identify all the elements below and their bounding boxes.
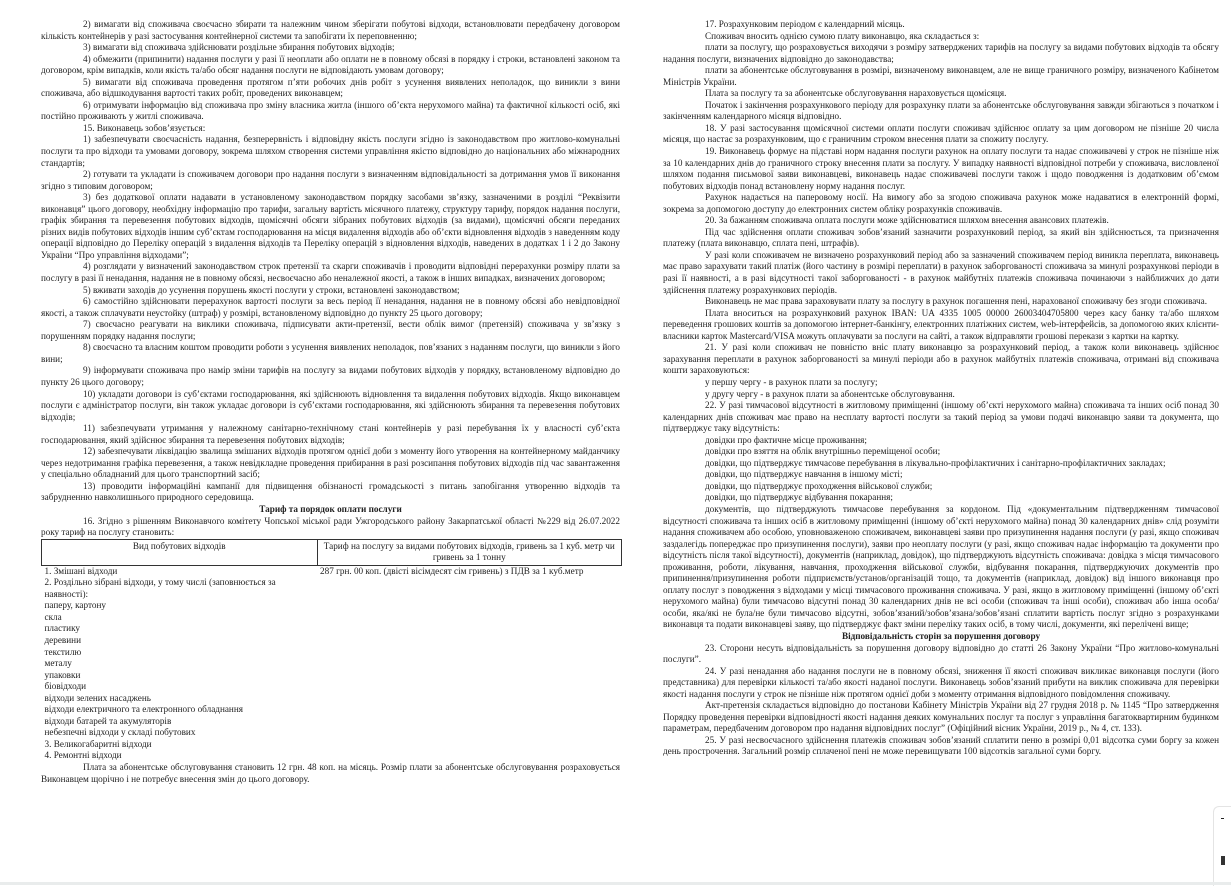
- list-item: у другу чергу - в рахунок плати за абонентське обслуговування.: [705, 388, 955, 399]
- paragraph: 2) готувати та укладати із споживачем договори про надання послуги з визначенням відповідальності за дотримання умов її виконання згідно з типовим договором;: [41, 169, 620, 191]
- waste-type-cell: 4. Ремонтні відходи: [44, 750, 122, 761]
- list-item: довідки, що підтверджує тимчасове перебування в лікувально-профілактичних і санітарно-профілактичних закладах;: [705, 457, 1166, 468]
- table-row: [42, 681, 622, 693]
- minus-icon: [1221, 818, 1224, 819]
- table-row: [42, 612, 622, 624]
- tariff-cell: 287 грн. 00 коп. (двісті вісімдесят сім гривень) з ПДВ за 1 куб.метр: [320, 565, 584, 576]
- waste-type-cell: паперу, картону: [44, 600, 106, 611]
- table-row: [42, 635, 622, 647]
- paragraph: 2) вимагати від споживача своєчасно збирати та належним чином зберігати побутові відходи, встановлювати передбачену договором кількість контейнерів у разі застосування контейнерної системи та запобігати їх переповненню;: [41, 19, 620, 41]
- paragraph: 25. У разі несвоєчасного здійснення платежів споживач зобов’язаний сплатити пеню в розмірі 0,01 відсотка суми боргу за кожен день прострочення. Загальний розмір сплаченої пені не може перевищувати 100 відсотків загальної суми боргу.: [663, 734, 1219, 757]
- side-panel-handle[interactable]: [1213, 806, 1231, 886]
- document-left-column: [41, 19, 620, 785]
- table-row: [42, 693, 622, 705]
- paragraph: 10) укладати договори із суб’єктами господарювання, які здійснюють відновлення та видалення побутових відходів. Якщо виконавцем послуги є адміністратор послуги, він також укладає договори із суб’єктами господарювання, які здійснюють збирання та перевезення побутових відходів;: [41, 388, 620, 422]
- table-row: [42, 727, 622, 739]
- paragraph: 3) без додаткової оплати надавати в установленому законодавством порядку засобами зв’язку, зазначеними в розділі “Реквізити виконавця” цього договору, необхідну інформацію про тарифи, загальну вартість місячного платежу, структуру тарифу, порядок надання послуги, графік збирання та перевезення побутових відходів, щомісячні обсяги зібраних побутових відходів (за видами), щомісячні обсяги переданих різних видів побутових відходів іншим суб’єктам господарювання на місця видалення відходів або об’єкти відновлення відходів з наведенням коду операції відповідно до Переліку операцій з видалення відходів та Переліку операцій з відновлення відходів, наведених в додатках 1 і 2 до Закону України “Про управління відходами”;: [41, 192, 620, 260]
- list-item: довідки, що підтверджує відбування покарання;: [705, 492, 893, 503]
- table-row: [42, 623, 622, 635]
- tariff-table-header: [42, 539, 622, 565]
- list-item: довідки про фактичне місце проживання;: [705, 434, 867, 445]
- waste-type-cell: скла: [44, 611, 62, 622]
- tariff-cell: [317, 739, 622, 751]
- paragraph: 21. У разі коли споживач не повністю вніс плату виконавцю за розрахунковий період, а також коли виконавець здійснює зарахування переплати в рахунок заборгованості за минулі періоди або в рахунок майбутніх платежів споживача, отримані від споживача кошти зараховуються:: [663, 342, 1219, 376]
- paragraph: 18. У разі застосування щомісячної системи оплати послуги споживач здійснює оплату за цим договором не пізніше 20 числа місяця, що настає за розрахунковим, що є граничним строком внесення плати за спожиту послугу.: [663, 122, 1219, 145]
- paragraph: 4) розглядати у визначений законодавством строк претензії та скарги споживачів і проводити відповідні перерахунки розміру плати за послугу в разі її ненадання, надання не в повному обсязі, несвоєчасно або неналежної якості, а також в інших випадках, визначених договором;: [41, 261, 620, 284]
- list-item: довідки про взяття на облік внутрішньо переміщеної особи;: [705, 446, 941, 457]
- paragraph: 8) своєчасно та власним коштом проводити роботи з усунення виявлених неполадок, пов’язаних з наданням послуги, що виникли з його вини;: [41, 342, 620, 364]
- tariff-cell: [317, 658, 622, 670]
- paragraph: 4) обмежити (припинити) надання послуги у разі її неоплати або оплати не в повному обсязі в порядку і строки, встановлені законом та договором, крім випадків, коли якість та/або обсяг надання послуги не відповідають умовам договору;: [41, 53, 620, 76]
- tariff-cell: [317, 612, 622, 624]
- tariff-cell: [317, 704, 622, 716]
- tariff-cell: [317, 623, 622, 635]
- paragraph: Рахунок надається на паперовому носії. На вимогу або за згодою споживача рахунок може надаватися в електронній формі, зокрема за допомогою доступу до електронних систем обліку розрахунків споживачів.: [663, 192, 1219, 214]
- paragraph: 12) забезпечувати ліквідацію звалища змішаних відходів протягом однієї доби з моменту його утворення на контейнерному майданчику через недотримання графіка перевезення, а також невідкладне проведення прибирання в разі розсипання побутових відходів під час завантаження у спеціально обладнаний для цього транспортний засіб;: [41, 446, 620, 480]
- waste-type-cell: біовідходи: [44, 681, 87, 692]
- paragraph: 22. У разі тимчасової відсутності в житловому приміщенні (іншому об’єкті нерухомого майна) споживача та інших осіб понад 30 календарних днів споживач має право на несплату вартості послуги за такий період за умови подачі виконавцю заяви та документа, що підтверджує таку відсутність:: [663, 400, 1219, 434]
- table-row: [42, 565, 622, 577]
- waste-type-cell: 1. Змішані відходи: [44, 565, 118, 576]
- tariff-cell: [317, 750, 622, 762]
- table-row: [42, 658, 622, 670]
- tariff-table-body: [42, 565, 622, 762]
- header-tariff: Тариф на послугу за видами побутових відходів, гривень за 1 куб. метр чи гривень за 1 тонну: [317, 539, 622, 565]
- paragraph: плати за послугу, що розраховується виходячи з розміру затверджених тарифів на послугу за видами побутових відходів та обсягу надання послуги, визначених відповідно до законодавства;: [663, 42, 1219, 64]
- paragraph: 13) проводити інформаційні кампанії для підвищення обізнаності громадськості з питань запобігання утворенню відходів та забрудненню навколишнього природного середовища.: [41, 480, 620, 503]
- paragraph: 5) вживати заходів до усунення порушень якості послуги у строки, встановлені законодавством;: [83, 284, 460, 295]
- paragraph: 3) вимагати від споживача здійснювати роздільне збирання побутових відходів;: [83, 42, 395, 53]
- paragraph: 11) забезпечувати утримання у належному санітарно-технічному стані контейнерів у разі перебування їх у власності суб’єкта господарювання, який здійснює збирання та перевезення побутових відходів;: [41, 423, 620, 445]
- tariff-cell: [317, 727, 622, 739]
- paragraph: 9) інформувати споживача про намір зміни тарифів на послугу за видами побутових відходів у порядку, встановленому відповідно до пункту 26 цього договору;: [41, 365, 620, 387]
- tariff-cell: [317, 577, 622, 600]
- table-row: [42, 750, 622, 762]
- paragraph: 7) своєчасно реагувати на виклики споживача, підписувати акти-претензії, вести облік вимог (претензій) споживача у зв’язку з порушенням порядку надання послуги;: [41, 319, 620, 341]
- paragraph: 17. Розрахунковим періодом є календарний місяць.: [705, 19, 905, 29]
- tariff-cell: [317, 693, 622, 705]
- waste-type-cell: 3. Великогабаритні відходи: [44, 738, 152, 749]
- paragraph: 20. За бажанням споживача оплата послуги може здійснюватися шляхом внесення авансових платежів.: [705, 215, 1109, 226]
- paragraph: Акт-претензія складається відповідно до постанови Кабінету Міністрів України від 27 грудня 2018 р. № 1145 “Про затвердження Порядку проведення перевірки відповідності якості надання деяких комунальних послуг та послуг з управління багатоквартирним будинком параметрам, передбаченим договором про надання відповідних послуг” (Офіційний вісник України, 2019 р., № 4, ст. 133).: [663, 700, 1219, 734]
- left-paragraphs: [41, 19, 620, 504]
- paragraph: 6) отримувати інформацію від споживача про зміну власника житла (іншого об’єкта нерухомого майна) та фактичної кількості осіб, які постійно проживають у житлі споживача.: [41, 99, 620, 122]
- paragraph: 1) забезпечувати своєчасність надання, безперервність і відповідну якість послуги згідно із законодавством про житлово-комунальні послуги та про відходи та умовами договору, зокрема шляхом створення системи управління якістю відповідно до національних або міжнародних стандартів;: [41, 134, 620, 168]
- table-row: [42, 704, 622, 716]
- paragraph: 15. Виконавець зобов’язується:: [83, 122, 206, 133]
- table-row: [42, 739, 622, 751]
- paragraph: документів, що підтверджують тимчасове перебування за кордоном. Під «документальним підтвердженням тимчасової відсутності споживача та інших осіб в житловому приміщенні (іншому об’єкті нерухомого майна) понад 30 календарних днів» слід розуміти надання споживачем або особою, уповноваженою споживачем, виконавцеві заяви про призупинення надання послуги (у разі, якщо споживач заздалегідь попереджає про призупинення послуги), заяви про неоплату послуги (у разі, якщо споживач надає інформацію та документи про відсутність після такої відсутності), документів (наприклад, довідок), що підтверджують відсутність споживача: довідка з місця тимчасового проживання, роботи, лікування, навчання, проходження військової служби, відбування покарання, підтверджуючих документів про припинення/призупинення роботи підприємств/установ/організацій тощо, та документів (наприклад, довідок) від іншого виконавця про оплату послуг з поводження з відходами у місці тимчасового проживання споживача. У разі, якщо в житловому приміщенні (іншому об’єкті нерухомого майна) були тимчасово відсутні понад 30 календарних днів не всі особи (споживач та інші особи), споживач або інша особа/особи, яка/які не була/не були тимчасово відсутні, зобов’язаний/зобов’язана/зобов’язані сплатити вартість послуг згідно з розрахунками виконавця та подати виконавцеві заяву, що підтверджує факт зміни переліку таких осіб, в тому числі, документи, які перелічені вище;: [663, 503, 1219, 630]
- paragraph-16: 16. Згідно з рішенням Виконавчого комітету Чопської міської ради Ужгородського району Закарпатської області №229 від 26.07.2022 року тариф на послугу становить:: [41, 515, 620, 538]
- tariff-table: [41, 539, 622, 762]
- list-item: довідки, що підтверджує навчання в іншому місті;: [705, 469, 903, 480]
- waste-type-cell: текстилю: [44, 646, 82, 657]
- tariff-cell: [317, 681, 622, 693]
- tariff-cell: [317, 635, 622, 647]
- list-item: довідки, що підтверджує проходження військової служби;: [705, 480, 933, 491]
- list-item: у першу чергу - в рахунок плати за послугу;: [705, 376, 878, 387]
- paragraph: Початок і закінчення розрахункового періоду для розрахунку плати за абонентське обслуговування завжди збігаються з початком і закінченням календарного місяця відповідно.: [663, 99, 1219, 122]
- table-row: [42, 670, 622, 682]
- paragraph: Споживач вносить однією сумою плату виконавцю, яка складається з:: [705, 30, 980, 41]
- paragraph: 19. Виконавець формує на підставі норм надання послуги рахунок на оплату послуги та надає споживачеві у строк не пізніше ніж за 10 календарних днів до граничного строку внесення плати за послугу. У випадку наявності відповідної потреби у споживача, висловленої шляхом подання письмової заяви виконавцеві, виконавець надає споживачеві послуги також і щодо поводження із додатковим об’ємом побутових відходів понад встановлену норму надання послуг.: [663, 146, 1219, 191]
- paragraph: Плата вноситься на розрахунковий рахунок IBAN: UA 4335 1005 00000 26003404705800 через касу банку та/або шляхом переведення грошових коштів за допомогою інтернет-банкінгу, електронних платіжних систем, web-інтерфейсів, за допомогою яких клієнти-власники карток Mastercard/VISA можуть оплачувати за послуги на сайті, а також відправляти грошові перекази з картки на картку.: [663, 307, 1219, 341]
- table-row: [42, 647, 622, 659]
- paragraph: 6) самостійно здійснювати перерахунок вартості послуги за весь період її ненадання, надання не в повному обсязі або невідповідної якості, а також сплачувати неустойку (штраф) у розмірі, встановленому відповідно до пункту 25 цього договору;: [41, 296, 620, 318]
- table-row: [42, 600, 622, 612]
- tariff-cell: [317, 600, 622, 612]
- paragraph: У разі коли споживачем не визначено розрахунковий період або за зазначений споживачем період виникла переплата, виконавець має право зарахувати такий платіж (його частину в розмірі переплати) в рахунок заборгованості споживача за минулі розрахункові періоди в разі її наявності, а в разі відсутності такої заборгованості - в рахунок майбутніх платежів споживача починаючи з найближчих до дати здійснення платежу розрахункових періодів.: [663, 249, 1219, 295]
- waste-type-cell: 2. Роздільно зібрані відходи, у тому числі (заповнюється за наявності):: [44, 577, 276, 599]
- table-row: [42, 716, 622, 728]
- tariff-cell: [317, 670, 622, 682]
- document-right-column: [663, 19, 1219, 758]
- tariff-cell: [317, 647, 622, 659]
- table-row: [42, 577, 622, 600]
- waste-type-cell: упаковки: [44, 669, 81, 680]
- waste-type-cell: деревини: [44, 634, 82, 645]
- section-title-tariff: Тариф та порядок оплати послуги: [259, 503, 402, 514]
- paragraph: плати за абонентське обслуговування в розмірі, визначеному виконавцем, але не вище граничного розміру, визначеного Кабінетом Міністрів України.: [663, 65, 1219, 87]
- waste-type-cell: відходи зелених насаджень: [44, 692, 151, 703]
- section-title: Відповідальність сторін за порушення договору: [841, 630, 1041, 641]
- panel-icon: [1221, 856, 1225, 865]
- paragraph: Виконавець не має права зараховувати плату за послугу в рахунок погашення пені, нарахованої споживачу без згоди споживача.: [705, 296, 1207, 307]
- waste-type-cell: пластику: [44, 623, 81, 634]
- paragraph: 5) вимагати від споживача проведення протягом п’яти робочих днів робіт з усунення виявлених неполадок, що виникли з вини споживача, або відшкодування вартості таких робіт, проведених виконавцем;: [41, 76, 620, 99]
- paragraph: Під час здійснення оплати споживач зобов’язаний зазначити розрахунковий період, за який він здійснюється, та призначення платежу (плата виконавцю, сплата пені, штрафів).: [663, 226, 1219, 249]
- waste-type-cell: металу: [44, 658, 72, 669]
- paragraph: 24. У разі ненадання або надання послуги не в повному обсязі, зниження її якості споживач викликає виконавця послуги (його представника) для перевірки кількості та/або якості наданої послуги. Виконавець зобов’язаний прибути на виклик споживача для перевірки якості надання послуги у строк не пізніше ніж протягом однієї доби з моменту отримання відповідного повідомлення споживачу.: [663, 665, 1219, 699]
- waste-type-cell: небезпечні відходи у складі побутових: [44, 727, 196, 738]
- paragraph: 23. Сторони несуть відповідальність за порушення договору відповідно до статті 26 Закону України “Про житлово-комунальні послуги”.: [663, 642, 1219, 665]
- waste-type-cell: відходи електричного та електронного обладнання: [44, 704, 243, 715]
- paragraph: Плата за послугу та за абонентське обслуговування нараховується щомісяця.: [705, 88, 1007, 99]
- tariff-cell: [317, 716, 622, 728]
- header-waste-type: Вид побутових відходів: [42, 539, 318, 565]
- waste-type-cell: відходи батарей та акумуляторів: [44, 715, 172, 726]
- subscription-fee-paragraph: Плата за абонентське обслуговування становить 12 грн. 48 коп. на місяць. Розмір плати за абонентське обслуговування розраховується Виконавцем щорічно і не потребує внесення змін до цього договору.: [41, 762, 620, 784]
